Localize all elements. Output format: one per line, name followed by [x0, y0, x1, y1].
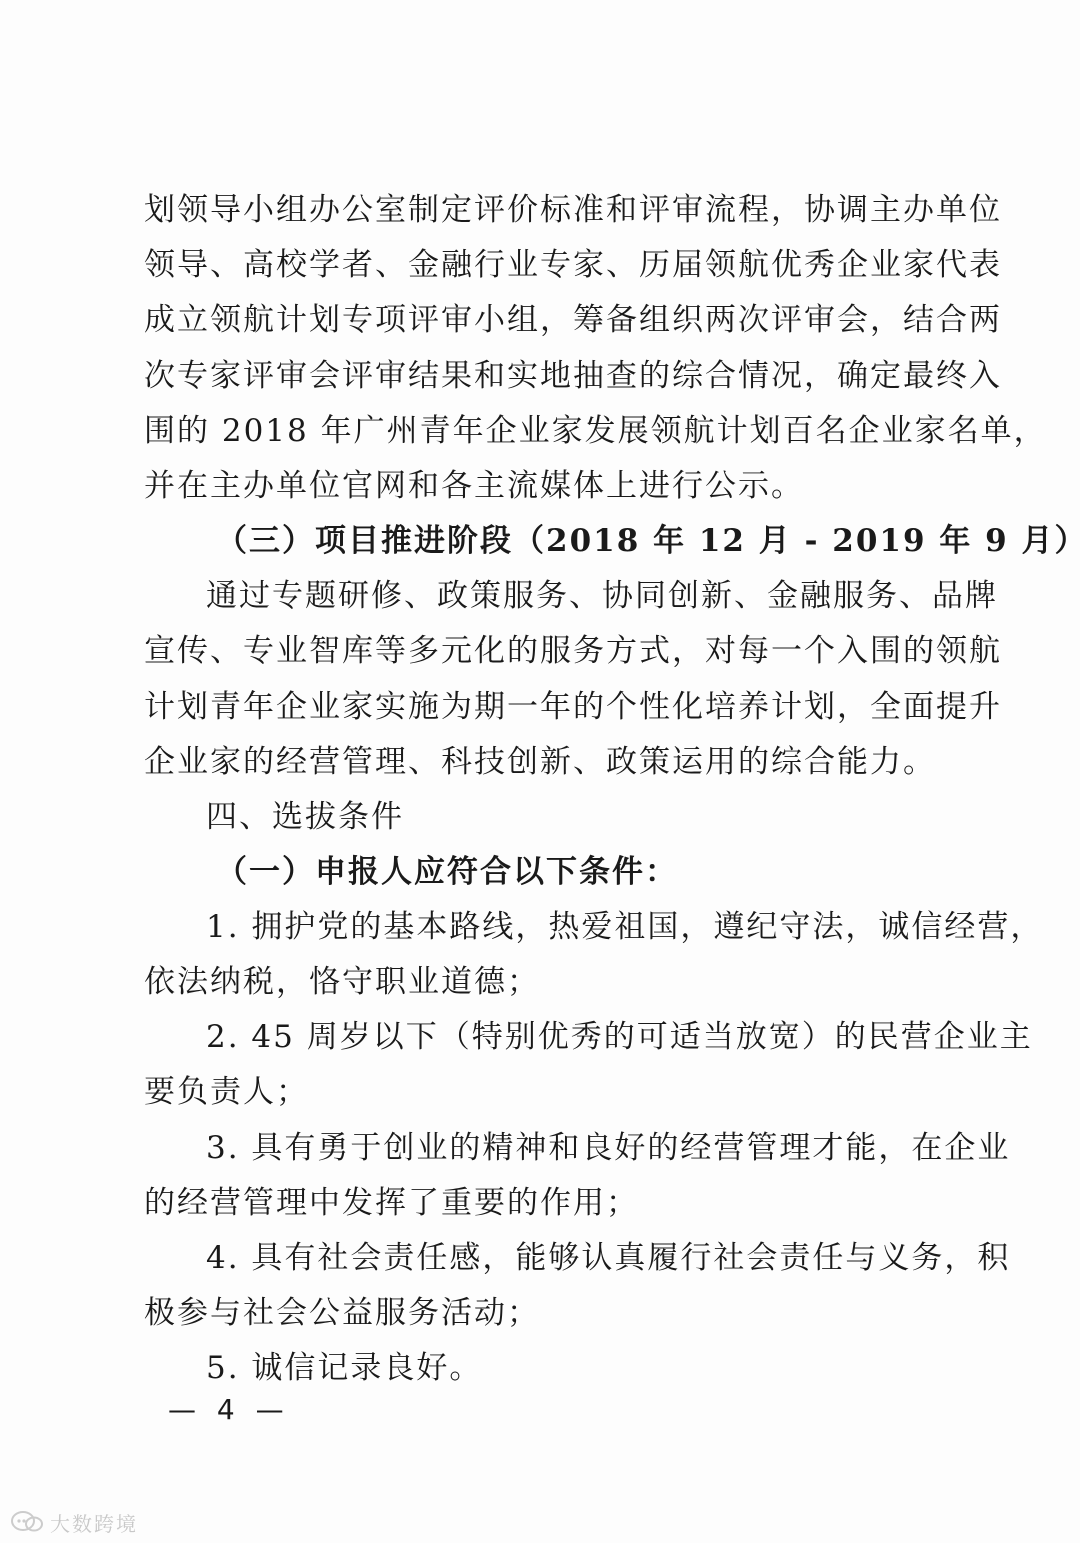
body-line: 次专家评审会评审结果和实地抽查的综合情况，确定最终入	[144, 358, 1002, 394]
list-item: 2. 45 周岁以下（特别优秀的可适当放宽）的民营企业主	[206, 1019, 1033, 1055]
list-item: 5. 诚信记录良好。	[206, 1350, 483, 1386]
list-item-continuation: 依法纳税，恪守职业道德；	[144, 964, 540, 1000]
list-item-continuation: 的经营管理中发挥了重要的作用；	[144, 1185, 639, 1221]
watermark-text: 大数跨境	[50, 1511, 138, 1536]
body-line: 宣传、专业智库等多元化的服务方式，对每一个入围的领航	[144, 633, 1002, 669]
section-subheading: （一）申报人应符合以下条件：	[216, 854, 678, 890]
section-heading: 四、选拔条件	[206, 799, 404, 835]
list-item-continuation: 极参与社会公益服务活动；	[144, 1295, 540, 1331]
chat-bubble-icon	[10, 1509, 44, 1535]
body-line: 企业家的经营管理、科技创新、政策运用的综合能力。	[144, 744, 936, 780]
body-line: 成立领航计划专项评审小组，筹备组织两次评审会，结合两	[144, 302, 1002, 338]
body-line: 并在主办单位官网和各主流媒体上进行公示。	[144, 468, 804, 504]
body-line: 划领导小组办公室制定评价标准和评审流程，协调主办单位	[144, 192, 1002, 228]
list-item: 4. 具有社会责任感，能够认真履行社会责任与义务，积	[206, 1240, 1011, 1276]
section-subheading: （三）项目推进阶段（2018 年 12 月 - 2019 年 9 月）	[216, 523, 1087, 559]
body-line: 计划青年企业家实施为期一年的个性化培养计划，全面提升	[144, 689, 1002, 725]
page-number: — 4 —	[168, 1393, 290, 1426]
body-line: 领导、高校学者、金融行业专家、历届领航优秀企业家代表	[144, 247, 1002, 283]
body-line: 围的 2018 年广州青年企业家发展领航计划百名企业家名单，	[144, 413, 1047, 449]
list-item: 1. 拥护党的基本路线，热爱祖国，遵纪守法，诚信经营，	[206, 909, 1044, 945]
watermark	[10, 1506, 138, 1538]
body-line: 通过专题研修、政策服务、协同创新、金融服务、品牌	[206, 578, 998, 614]
list-item-continuation: 要负责人；	[144, 1074, 309, 1110]
list-item: 3. 具有勇于创业的精神和良好的经营管理才能，在企业	[206, 1130, 1011, 1166]
